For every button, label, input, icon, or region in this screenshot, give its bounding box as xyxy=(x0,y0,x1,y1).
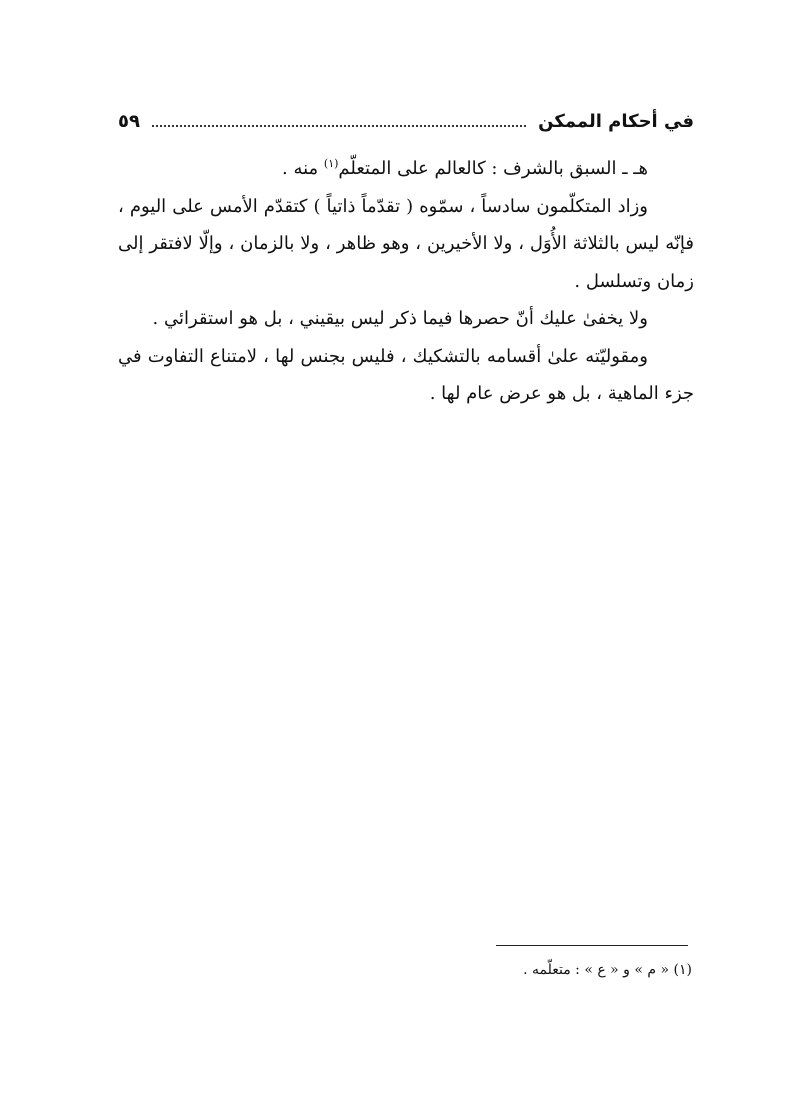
page-number: ٥٩ xyxy=(118,110,140,132)
footnote-separator xyxy=(496,945,688,946)
paragraph-3: ولا يخفىٰ عليك أنّ حصرها فيما ذكر ليس بيقيني ، بل هو استقرائي . xyxy=(152,308,648,329)
footnote: (١) « م » و « ع » : متعلّمه . xyxy=(523,962,692,978)
header-title: في أحكام الممكن xyxy=(538,110,694,132)
paragraph-1-text: هـ ـ السبق بالشرف : كالعالم على المتعلّم xyxy=(338,158,648,179)
paragraph-2: وزاد المتكلّمون سادساً ، سمّوه ( تقدّماً ذاتياً ) كتقدّم الأمس على اليوم ، فإنّه ليس بالثلاثة الأُوَل ، ولا الأخيرين ، وهو ظاهر ، ولا بالزمان ، وإلّا لافتقر إلى زمان وتسلسل . xyxy=(118,195,694,292)
paragraph-1 xyxy=(118,150,694,188)
footnote-reference: (١) xyxy=(323,157,339,170)
paragraph-4: ومقوليّته علىٰ أقسامه بالتشكيك ، فليس بجنس لها ، لامتناع التفاوت في جزء الماهية ، بل هو عرض عام لها . xyxy=(118,345,694,404)
body-text xyxy=(118,150,694,413)
paragraph-1-tail: منه . xyxy=(282,158,324,179)
running-header xyxy=(118,106,694,136)
header-leader-dots xyxy=(152,125,526,127)
